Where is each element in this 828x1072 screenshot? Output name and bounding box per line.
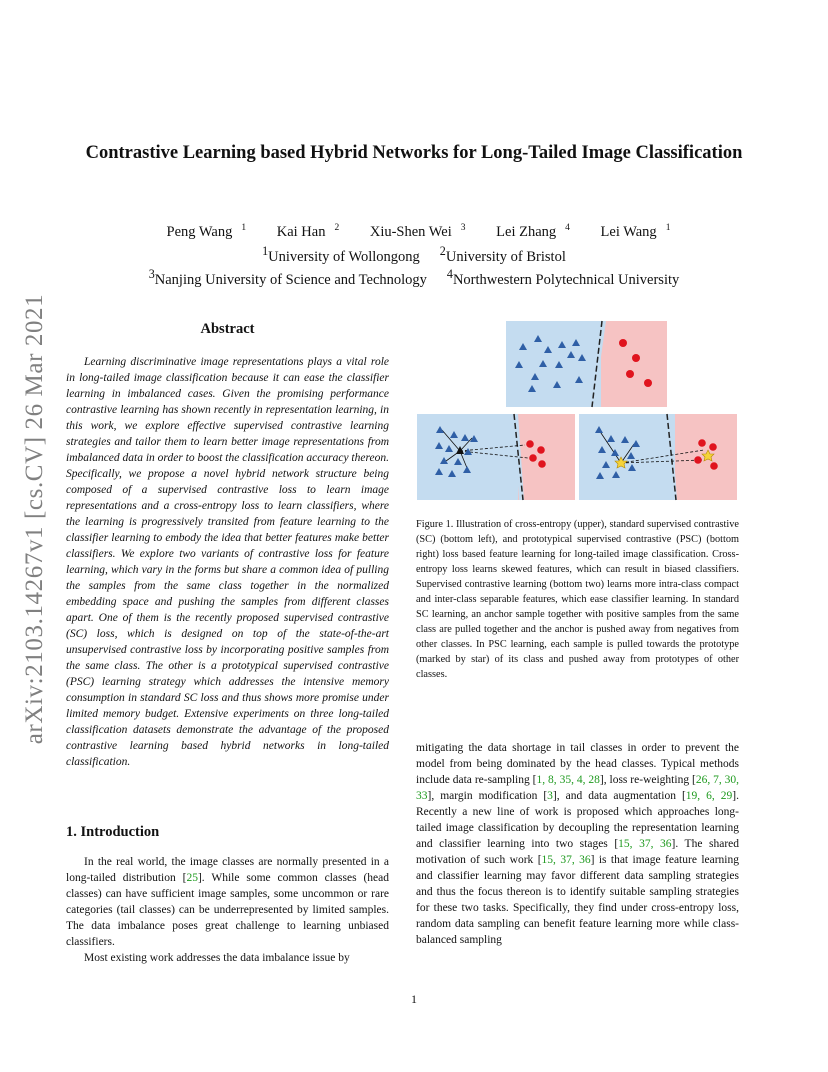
intro-paragraph: In the real world, the image classes are normally presented in a long-tailed distribution [25]. While some common classes (head classes) can have sufficient image samples, some uncommon or rare categories (tail classes) can be underrepresented by limited samples. The data imbalance poses great challenge to learning unbiased classifiers. [66,856,389,948]
author: Peng Wang $^1$ [166,223,247,240]
author-list [0,217,828,243]
intro-text [66,854,389,966]
affiliation-line-2: $^3$Nanjing University of Science and Technology $^4$Northwestern Polytechnical University [148,267,680,288]
figure-caption: Figure 1. Illustration of cross-entropy (upper), standard supervised contrastive (SC) (bottom left), and prototypical supervised contrastive (PSC) (bottom right) loss based feature learning for long-tailed image classification. Cross-entropy loss learns skewed features, which can result in biased classifiers. Supervised contrastive learning (bottom two) learns more intra-class compact and inter-class separable features, which ease classifier learning. In standard SC learning, an anchor sample together with positive samples from the same class are pulled together and the anchor is pushed away from negatives from other classes. In PSC learning, each sample is pulled towards the prototype (marked by star) of its class and pushed away from prototypes of other classes. [416,519,739,680]
citation-link[interactable]: 15, 37, 36 [618,838,672,850]
figure-1-illustration [416,318,739,508]
psc-panel [579,414,737,500]
abstract-heading: Abstract [200,321,255,337]
author: Kai Han $^2$ [276,223,340,240]
sc-panel [417,414,575,500]
section-heading: 1. Introduction [66,824,160,840]
citation-link[interactable]: 25 [186,872,198,884]
citation-link[interactable]: 3 [547,790,553,802]
citation-link[interactable]: 19, 6, 29 [685,790,733,802]
tail-class-region [518,414,575,500]
paper-title: Contrastive Learning based Hybrid Networks for Long-Tailed Image Classification [85,143,743,163]
tail-class-region [601,321,667,407]
intro-paragraph: Most existing work addresses the data imbalance issue by [84,952,350,964]
cross-entropy-panel [506,321,667,407]
page-number: 1 [411,992,417,1006]
citation-link[interactable]: 1, 8, 35, 4, 28 [536,774,600,786]
author: Lei Wang $^1$ [600,223,671,240]
author: Lei Zhang $^4$ [496,223,570,240]
author: Xiu-Shen Wei $^3$ [369,223,466,240]
head-class-region [417,414,518,500]
abstract-text: Learning discriminative image representations plays a vital role in long-tailed image classification because it can ease the classifier learning in imbalanced cases. Given the promising performance contrastive learning has shown recently in representation learning, in this work, we explore effective supervised contrastive learning strategies and tailor them to learn better image representations from imbalanced data in order to boost the classification accuracy thereon. Specifically, we propose a novel hybrid network structure being composed of a supervised contrastive loss to learn image representations and a cross-entropy loss to learn classifiers, where the learning is progressively transited from feature learning to the classifier learning to embody the idea that better features make better classifiers. We explore two variants of contrastive loss for feature learning, which vary in the forms but share a common idea of pulling the samples from the same class together in the normalized embedding space and pushing the samples from different classes apart. One of them is the recently proposed supervised contrastive (SC) loss, which is designed on top of the state-of-the-art unsupervised contrastive loss by incorporating positive samples from the same class. The other is a prototypical supervised contrastive (PSC) learning strategy which addresses the intensive memory consumption in standard SC loss and thus shows more promise under limited memory budget. Extensive experiments on three long-tailed classification datasets demonstrate the advantage of the proposed contrastive learning based hybrid networks in long-tailed classification. [66,356,390,768]
right-column-text: mitigating the data shortage in tail classes in order to prevent the model from being dominated by the head classes. Typical methods include data re-sampling [1, 8, 35, 4, 28], loss re-weighting [26, 7, 30, 33], margin modification [3], and data augmentation [19, 6, 29]. Recently a new line of work is proposed which approaches long-tailed image classification by decoupling the representation learning and classifier learning into two stages [15, 37, 36]. The shared motivation of such work [15, 37, 36] is that image feature learning and classifier learning may favor different data sampling strategies and thus the focus thereon is to identify suitable sampling strategies for these two tasks. Specifically, they find under cross-entropy loss, random data sampling can benefit feature learning more while class-balanced sampling [416,742,740,946]
citation-link[interactable]: 26, 7, 30, 33 [416,774,740,802]
arxiv-stamp: arXiv:2103.14267v1 [cs.CV] 26 Mar 2021 [21,293,48,745]
affiliation-line-1: $^1$University of Wollongong $^2$University of Bristol [262,244,566,265]
citation-link[interactable]: 15, 37, 36 [541,854,591,866]
